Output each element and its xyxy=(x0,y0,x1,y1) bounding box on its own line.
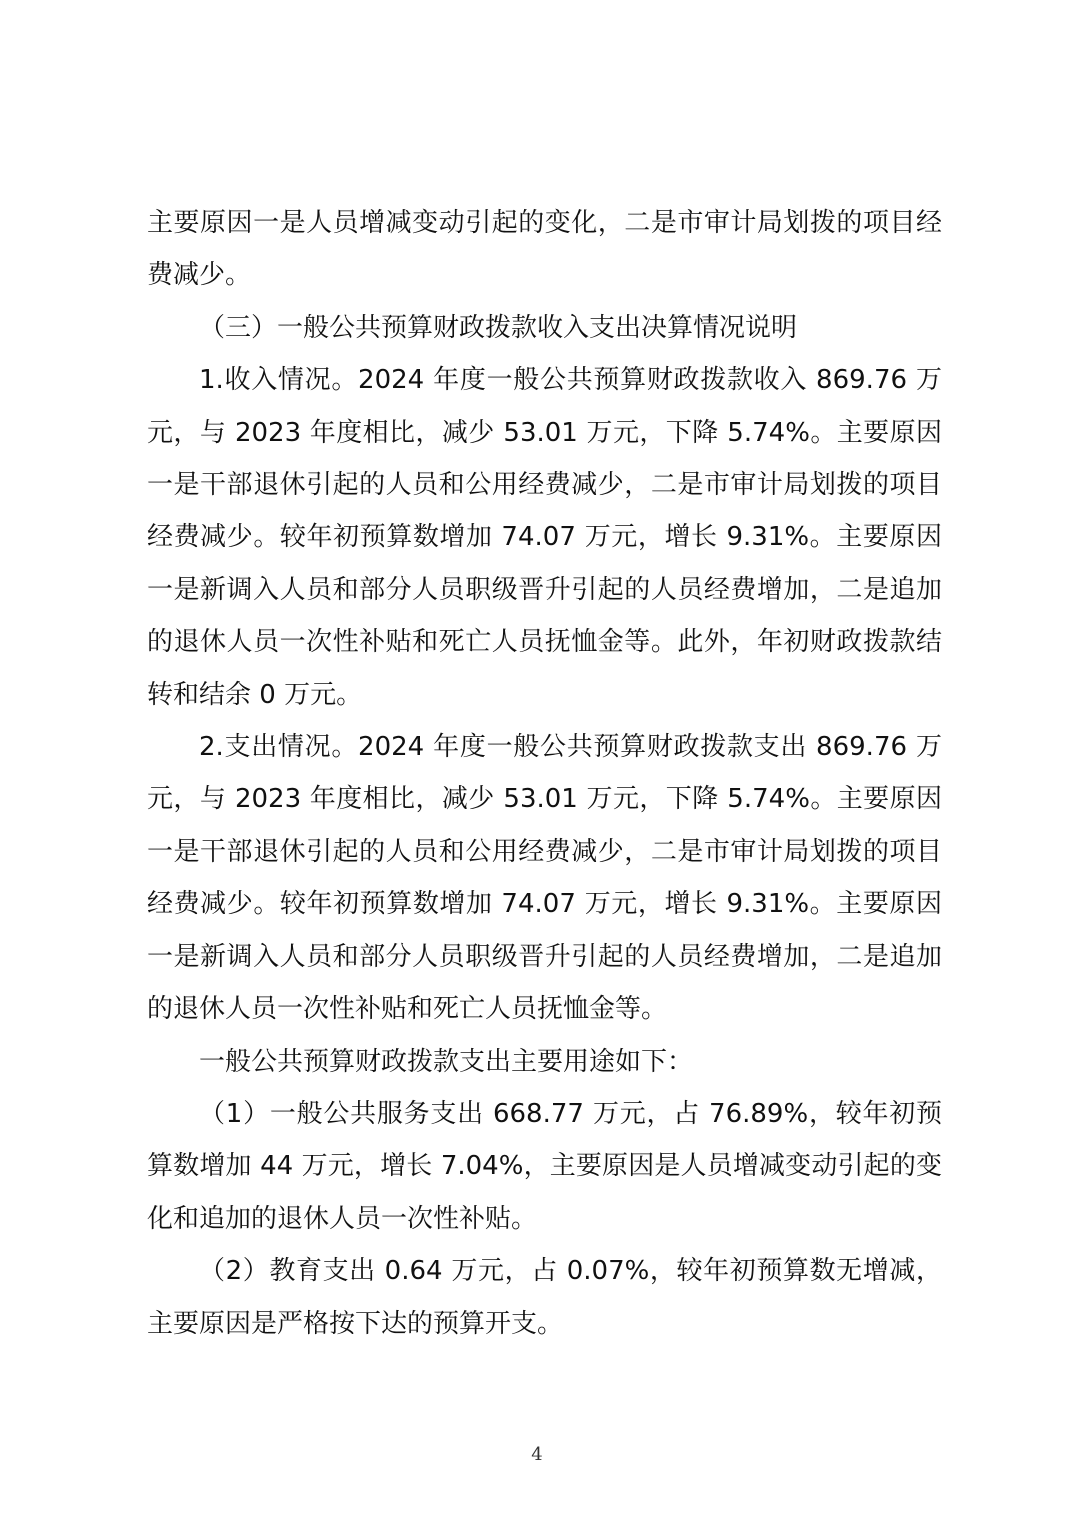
paragraph-income: 1.收入情况。2024 年度一般公共预算财政拨款收入 869.76 万元，与 2023 年度相比，减少 53.01 万元，下降 5.74%。主要原因一是干部退休引起的人员和公用经费减少，二是市审计局划拨的项目经费减少。较年初预算数增加 74.07 万元，增长 9.31%。主要原因一是新调入人员和部分人员职级晋升引起的人员经费增加，二是追加的退休人员一次性补贴和死亡人员抚恤金等。此外，年初财政拨款结转和结余 0 万元。 xyxy=(147,365,942,710)
paragraph-continuation: 主要原因一是人员增减变动引起的变化，二是市审计局划拨的项目经费减少。 xyxy=(147,208,942,291)
paragraph-usage-item-2: （2）教育支出 0.64 万元，占 0.07%，较年初预算数无增减，主要原因是严格按下达的预算开支。 xyxy=(147,1256,942,1339)
paragraph-expenditure: 2.支出情况。2024 年度一般公共预算财政拨款支出 869.76 万元，与 2023 年度相比，减少 53.01 万元，下降 5.74%。主要原因一是干部退休引起的人员和公用经费减少，二是市审计局划拨的项目经费减少。较年初预算数增加 74.07 万元，增长 9.31%。主要原因一是新调入人员和部分人员职级晋升引起的人员经费增加，二是追加的退休人员一次性补贴和死亡人员抚恤金等。 xyxy=(147,732,942,1025)
page-number: 4 xyxy=(531,1444,543,1465)
paragraph-usage-item-1: （1）一般公共服务支出 668.77 万元，占 76.89%，较年初预算数增加 44 万元，增长 7.04%，主要原因是人员增减变动引起的变化和追加的退休人员一次性补贴。 xyxy=(147,1098,942,1234)
document-body xyxy=(147,197,942,1350)
section-heading: （三）一般公共预算财政拨款收入支出决算情况说明 xyxy=(199,312,798,343)
paragraph-usage-intro: 一般公共预算财政拨款支出主要用途如下： xyxy=(199,1046,694,1077)
